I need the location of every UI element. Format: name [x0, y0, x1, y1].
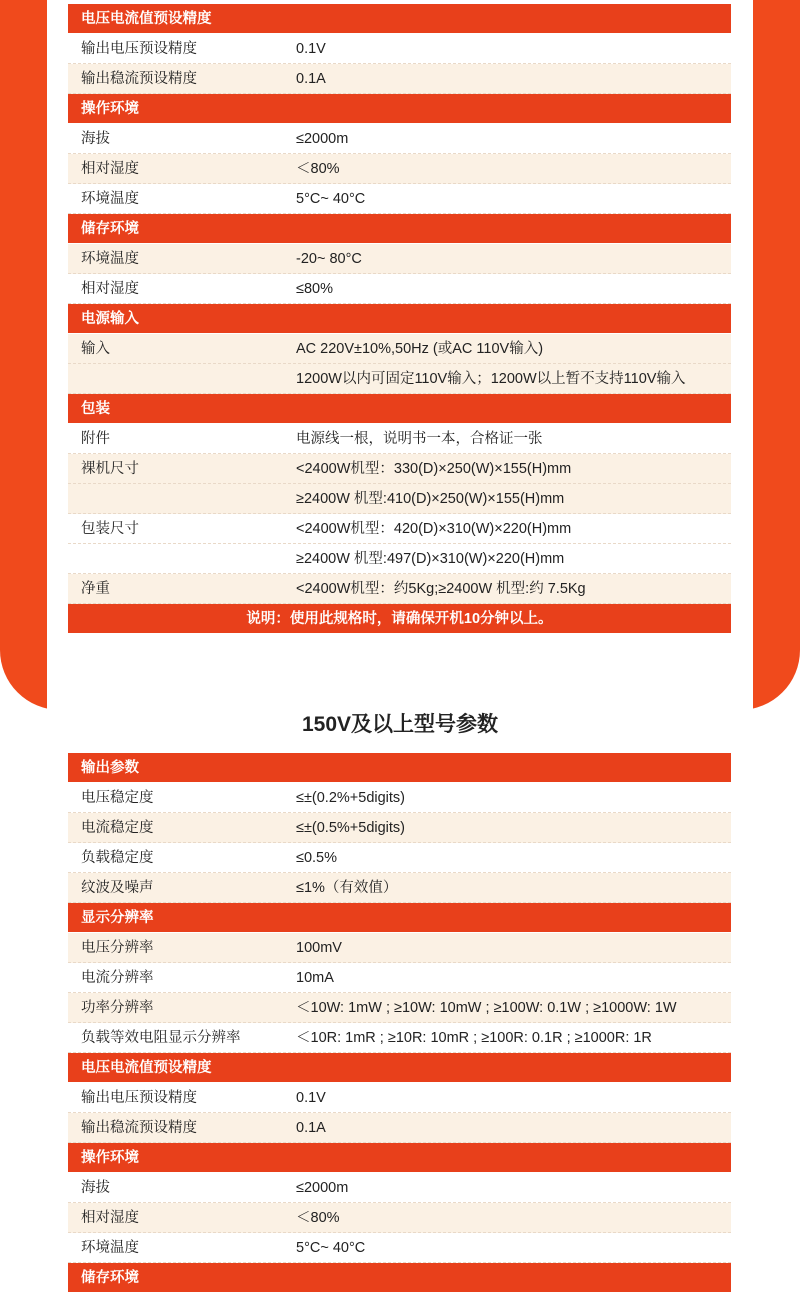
- row-value: ≤±(0.5%+5digits): [296, 820, 406, 836]
- table-row: [68, 184, 731, 214]
- table-row: [68, 1113, 731, 1143]
- row-label: 输出电压预设精度: [81, 41, 197, 57]
- table-row: [68, 514, 731, 544]
- row-value: ＜10W: 1mW ; ≥10W: 10mW ; ≥100W: 0.1W ; ≥1000W: 1W: [296, 1000, 677, 1016]
- row-label: 输入: [81, 341, 110, 357]
- spec-table-2: [68, 753, 731, 1293]
- table-row: [68, 484, 731, 514]
- table-row: [68, 274, 731, 304]
- row-value: <2400W机型：约5Kg;≥2400W 机型:约 7.5Kg: [296, 581, 586, 597]
- row-value: -20~ 80°C: [296, 251, 362, 267]
- table-row: [68, 813, 731, 843]
- row-value: <2400W机型：420(D)×310(W)×220(H)mm: [296, 521, 572, 537]
- table-section-header: 显示分辨率: [68, 903, 731, 933]
- row-value: AC 220V±10%,50Hz (或AC 110V输入): [296, 341, 544, 357]
- table-section-header: 储存环境: [68, 1263, 731, 1293]
- row-value: 10mA: [296, 970, 334, 986]
- table-row: [68, 1233, 731, 1263]
- table-row: [68, 454, 731, 484]
- row-value: ＜10R: 1mR ; ≥10R: 10mR ; ≥100R: 0.1R ; ≥1000R: 1R: [296, 1030, 652, 1046]
- table-row: [68, 873, 731, 903]
- table-section-header: 操作环境: [68, 94, 731, 124]
- row-label: 相对湿度: [81, 281, 139, 297]
- row-label: 环境温度: [81, 251, 139, 267]
- row-label: 相对湿度: [81, 1210, 139, 1226]
- row-label: 海拔: [81, 1180, 110, 1196]
- row-value: ≥2400W 机型:497(D)×310(W)×220(H)mm: [296, 551, 565, 567]
- row-value: 0.1V: [296, 41, 326, 57]
- row-label: 电流分辨率: [81, 970, 154, 986]
- row-label: 纹波及噪声: [81, 880, 154, 896]
- section-title: 150V及以上型号参数: [301, 713, 499, 736]
- row-label: 环境温度: [81, 1240, 139, 1256]
- row-label: 负载稳定度: [81, 850, 154, 866]
- table-row: [68, 1023, 731, 1053]
- table-row: [68, 364, 731, 394]
- table-section-header: 电压电流值预设精度: [68, 1053, 731, 1083]
- row-label: 输出稳流预设精度: [81, 1120, 197, 1136]
- row-value: 0.1V: [296, 1090, 326, 1106]
- row-label: 电流稳定度: [81, 820, 154, 836]
- table-row: [68, 124, 731, 154]
- spec-table-1: [68, 4, 731, 634]
- row-label: 包装尺寸: [81, 521, 139, 537]
- table-row: [68, 1083, 731, 1113]
- row-value: ≤1%（有效值）: [296, 880, 398, 896]
- row-label: 海拔: [81, 131, 110, 147]
- table-section-header: 包装: [68, 394, 731, 424]
- row-label: 相对湿度: [81, 161, 139, 177]
- table-note: 说明：使用此规格时，请确保开机10分钟以上。: [68, 604, 731, 634]
- row-value: ≤2000m: [296, 131, 349, 147]
- table-row: [68, 424, 731, 454]
- row-value: 5°C~ 40°C: [296, 191, 366, 207]
- table-section-header: 电压电流值预设精度: [68, 4, 731, 34]
- row-label: 附件: [81, 431, 110, 447]
- table-row: [68, 64, 731, 94]
- row-label: 裸机尺寸: [81, 461, 139, 477]
- row-label: 电压分辨率: [81, 940, 154, 956]
- table-row: [68, 783, 731, 813]
- row-value: 1200W以内可固定110V输入；1200W以上暂不支持110V输入: [296, 371, 686, 387]
- row-label: 环境温度: [81, 191, 139, 207]
- row-value: ≤0.5%: [296, 850, 338, 866]
- table-row: [68, 843, 731, 873]
- table-row: [68, 993, 731, 1023]
- table-row: [68, 1203, 731, 1233]
- row-label: 负载等效电阻显示分辨率: [81, 1030, 241, 1046]
- table-section-header: 操作环境: [68, 1143, 731, 1173]
- table-row: [68, 933, 731, 963]
- row-label: 输出稳流预设精度: [81, 71, 197, 87]
- table-row: [68, 334, 731, 364]
- table-section-header: 电源输入: [68, 304, 731, 334]
- table-row: [68, 154, 731, 184]
- row-label: 输出电压预设精度: [81, 1090, 197, 1106]
- row-value: ＜80%: [296, 161, 340, 177]
- row-value: 100mV: [296, 940, 342, 956]
- table-row: [68, 244, 731, 274]
- row-value: 5°C~ 40°C: [296, 1240, 366, 1256]
- table-row: [68, 963, 731, 993]
- row-value: ≤80%: [296, 281, 333, 297]
- row-value: ＜80%: [296, 1210, 340, 1226]
- table-row: [68, 574, 731, 604]
- row-label: 功率分辨率: [81, 1000, 154, 1016]
- row-label: 净重: [81, 581, 110, 597]
- table-section-header: 储存环境: [68, 214, 731, 244]
- row-value: 电源线一根，说明书一本，合格证一张: [296, 431, 543, 447]
- row-value: <2400W机型：330(D)×250(W)×155(H)mm: [296, 461, 572, 477]
- table-row: [68, 1173, 731, 1203]
- table-section-header: 输出参数: [68, 753, 731, 783]
- row-value: ≥2400W 机型:410(D)×250(W)×155(H)mm: [296, 491, 565, 507]
- row-value: ≤±(0.2%+5digits): [296, 790, 406, 806]
- table-row: [68, 34, 731, 64]
- row-label: 电压稳定度: [81, 790, 154, 806]
- row-value: ≤2000m: [296, 1180, 349, 1196]
- row-value: 0.1A: [296, 71, 326, 87]
- table-row: [68, 544, 731, 574]
- row-value: 0.1A: [296, 1120, 326, 1136]
